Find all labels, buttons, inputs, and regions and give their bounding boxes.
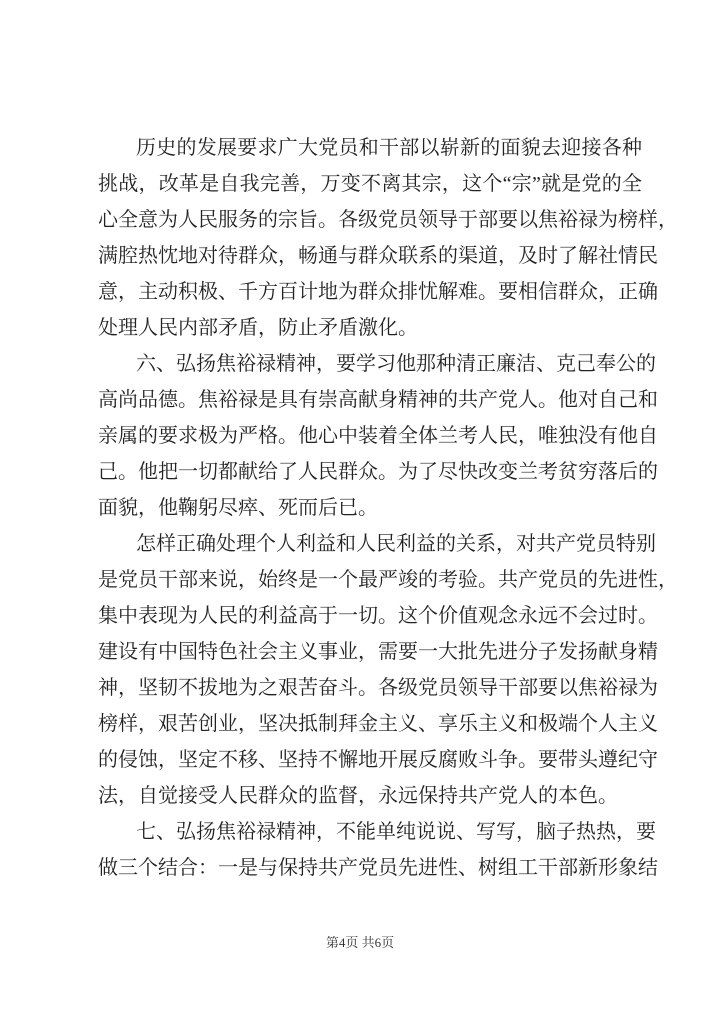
paragraph-line: 满腔热忱地对待群众，畅通与群众联系的渠道，及时了解社情民 bbox=[98, 245, 658, 267]
paragraph-line: 榜样，艰苦创业，坚决抵制拜金主义、享乐主义和极端个人主义 bbox=[98, 713, 658, 735]
paragraph-line: 建设有中国特色社会主义事业，需要一大批先进分子发扬献身精 bbox=[98, 641, 658, 663]
paragraph-line: 面貌，他鞠躬尽瘁、死而后已。 bbox=[98, 497, 378, 519]
paragraph-line: 的侵蚀，坚定不移、坚持不懈地开展反腐败斗争。要带头遵纪守 bbox=[98, 749, 658, 771]
paragraph-line: 挑战，改革是自我完善，万变不离其宗，这个“宗”就是党的全 bbox=[98, 173, 642, 195]
paragraph-line: 集中表现为人民的利益高于一切。这个价值观念永远不会过时。 bbox=[98, 605, 658, 627]
paragraph-line: 处理人民内部矛盾，防止矛盾激化。 bbox=[98, 317, 418, 339]
paragraph-line: 神，坚韧不拔地为之艰苦奋斗。各级党员领导干部要以焦裕禄为 bbox=[98, 677, 658, 699]
page-footer: 第4页 共6页 bbox=[325, 935, 395, 950]
paragraph-line: 七、弘扬焦裕禄精神，不能单纯说说、写写，脑子热热，要 bbox=[136, 821, 656, 843]
paragraph-line: 己。他把一切都献给了人民群众。为了尽快改变兰考贫穷落后的 bbox=[98, 461, 658, 483]
paragraph-line: 亲属的要求极为严格。他心中装着全体兰考人民，唯独没有他自 bbox=[98, 425, 658, 447]
paragraph-line: 六、弘扬焦裕禄精神，要学习他那种清正廉洁、克己奉公的 bbox=[136, 353, 656, 375]
paragraph-line: 意，主动积极、千方百计地为群众排忧解难。要相信群众，正确 bbox=[98, 281, 658, 303]
paragraph-line: 怎样正确处理个人利益和人民利益的关系，对共产党员特别 bbox=[136, 533, 656, 555]
paragraph-line: 是党员干部来说，始终是一个最严竣的考验。共产党员的先进性， bbox=[98, 569, 678, 591]
paragraph-line: 历史的发展要求广大党员和干部以崭新的面貌去迎接各种 bbox=[136, 137, 642, 159]
paragraph-line: 法，自觉接受人民群众的监督，永远保持共产党人的本色。 bbox=[98, 785, 618, 807]
paragraph-line: 心全意为人民服务的宗旨。各级党员领导于部要以焦裕禄为榜样， bbox=[98, 209, 678, 231]
paragraph-line: 高尚品德。焦裕禄是具有崇高献身精神的共产党人。他对自己和 bbox=[98, 389, 658, 411]
paragraph-line: 做三个结合：一是与保持共产党员先进性、树组工干部新形象结 bbox=[98, 857, 658, 879]
